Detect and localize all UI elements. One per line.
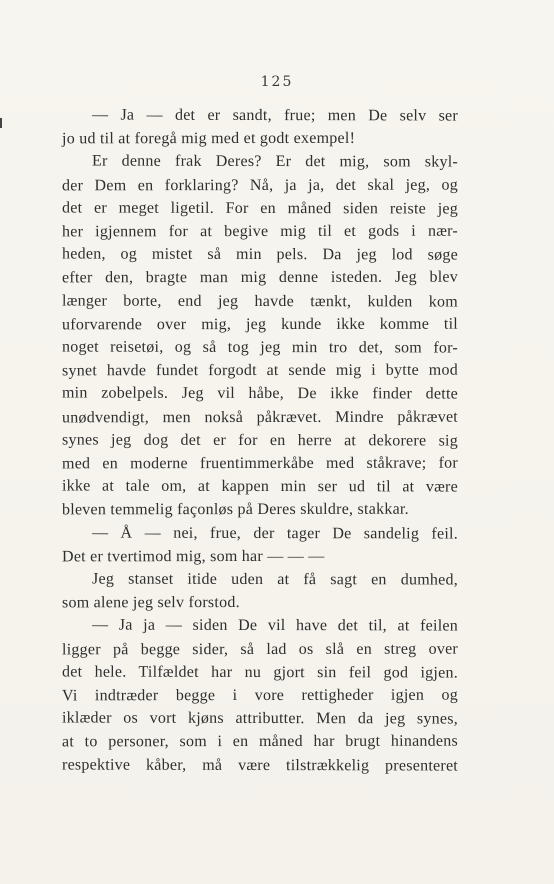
text-line: Vi indtræder begge i vore rettigheder igjen og (61, 686, 459, 705)
text-line: jo ud til at foregå mig med et godt exempel! (61, 130, 356, 148)
text-line: — Ja — det er sandt, frue; men De selv ser (91, 106, 459, 125)
text-line: — Å — nei, frue, der tager De sandelig feil. (91, 524, 459, 543)
text-line: her igjennem for at begive mig til et gods i nær- (61, 222, 459, 241)
body-text (62, 104, 458, 777)
text-line: at to personer, som i en måned har brugt hinandens (61, 733, 459, 751)
text-line: ikke at tale om, at kappen min ser ud til at være (61, 477, 459, 496)
text-line: unødvendigt, men nokså påkrævet. Mindre påkrævet (61, 408, 459, 426)
text-line: min zobelpels. Jeg vil håbe, De ikke finder dette (61, 384, 459, 403)
text-line: der Dem en forklaring? Nå, ja ja, det skal jeg, og (61, 176, 459, 194)
text-line: Er denne frak Deres? Er det mig, som skyl- (91, 152, 459, 171)
text-line: længer borte, end jeg havde tænkt, kulden kom (61, 292, 459, 311)
text-line: bleven temmelig façonløs på Deres skuldre, stakkar. (61, 501, 409, 519)
text-line: synes jeg dog det er for en herre at dekorere sig (61, 431, 459, 450)
text-line: ligger på begge sider, så lad os slå en streg over (61, 640, 459, 659)
text-line: noget reisetøi, og så tog jeg min tro det, som for- (61, 338, 459, 357)
text-line: uforvarende over mig, jeg kunde ikke komme til (61, 315, 459, 334)
page-edge-mark (0, 118, 2, 128)
text-line: — Ja ja — siden De vil have det til, at feilen (91, 617, 459, 635)
text-line: iklæder os vort kjøns attributter. Men da jeg synes, (61, 709, 459, 728)
text-line: respektive kåber, må være tilstrækkelig presenteret (61, 756, 459, 775)
text-line: Det er tvertimod mig, som har — — — (61, 547, 325, 566)
text-line: Jeg stanset itide uden at få sagt en dumhed, (91, 570, 459, 589)
text-line: efter den, bragte man mig denne isteden. Jeg blev (61, 269, 459, 287)
text-line: det hele. Tilfældet har nu gjort sin feil god igjen. (61, 663, 459, 682)
text-line: heden, og mistet så min pels. Da jeg lod søge (61, 245, 459, 264)
text-line: synet havde fundet forgodt at sende mig i bytte mod (61, 361, 459, 380)
text-line: det er meget ligetil. For en måned siden reiste jeg (61, 199, 459, 218)
text-line: med en moderne fruentimmerkåbe med ståkrave; for (61, 454, 459, 473)
text-line: som alene jeg selv forstod. (61, 594, 240, 612)
page-number: 125 (260, 74, 294, 90)
